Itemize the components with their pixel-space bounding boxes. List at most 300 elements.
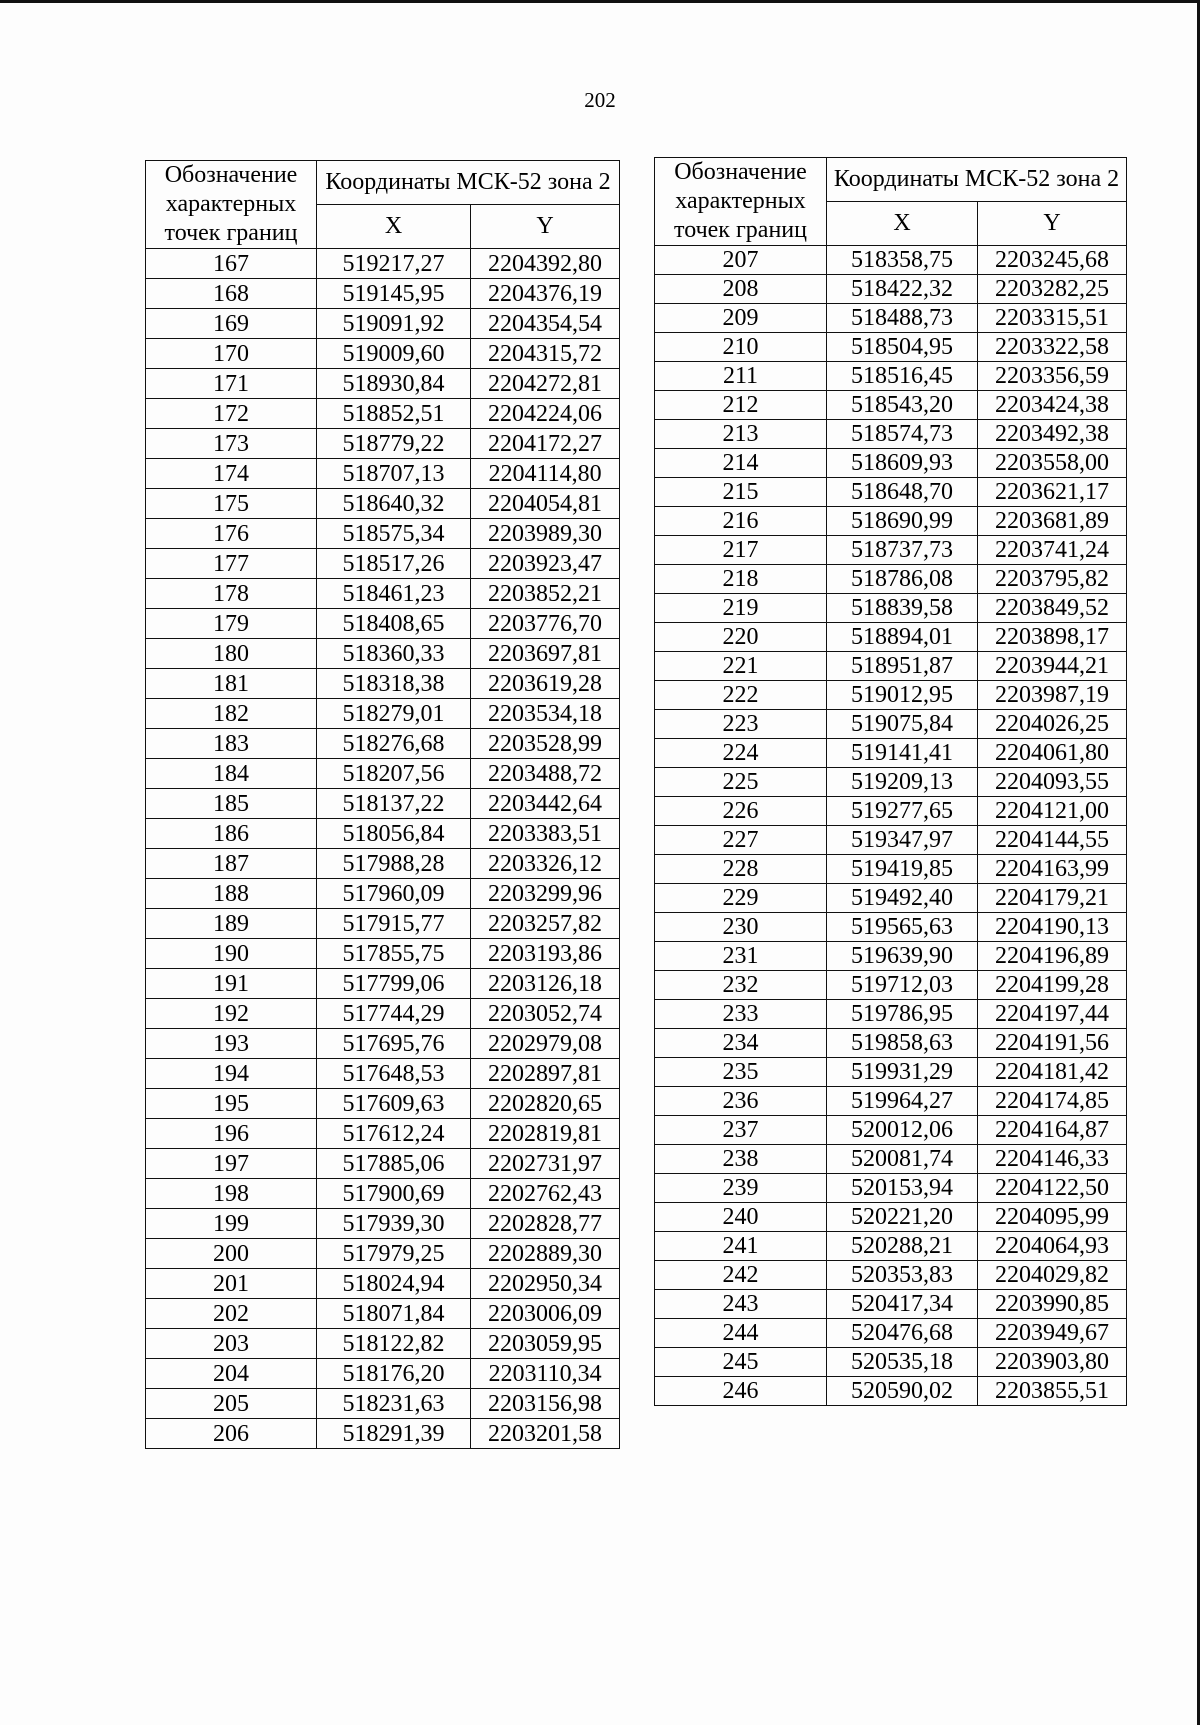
point-id-cell: 201 (146, 1269, 317, 1299)
point-id-cell: 209 (655, 304, 827, 333)
x-coordinate-cell: 517609,63 (317, 1089, 471, 1119)
table-row (655, 797, 1127, 826)
point-id-cell: 245 (655, 1348, 827, 1377)
point-id-cell: 199 (146, 1209, 317, 1239)
x-coordinate-cell: 520153,94 (827, 1174, 978, 1203)
x-coordinate-cell: 520476,68 (827, 1319, 978, 1348)
y-coordinate-cell: 2204197,44 (978, 1000, 1127, 1029)
y-coordinate-cell: 2203849,52 (978, 594, 1127, 623)
point-id-cell: 186 (146, 819, 317, 849)
y-coordinate-cell: 2203326,12 (471, 849, 620, 879)
y-coordinate-cell: 2203006,09 (471, 1299, 620, 1329)
y-coordinate-cell: 2203681,89 (978, 507, 1127, 536)
table-row (655, 449, 1127, 478)
table-row (146, 1419, 620, 1449)
point-id-cell: 203 (146, 1329, 317, 1359)
point-id-cell: 242 (655, 1261, 827, 1290)
table-row (655, 275, 1127, 304)
point-id-cell: 227 (655, 826, 827, 855)
point-id-cell: 221 (655, 652, 827, 681)
x-coordinate-cell: 518276,68 (317, 729, 471, 759)
x-coordinate-cell: 517939,30 (317, 1209, 471, 1239)
y-coordinate-cell: 2204376,19 (471, 279, 620, 309)
point-id-cell: 184 (146, 759, 317, 789)
y-coordinate-cell: 2204144,55 (978, 826, 1127, 855)
y-coordinate-cell: 2203855,51 (978, 1377, 1127, 1406)
x-coordinate-cell: 518517,26 (317, 549, 471, 579)
x-coordinate-cell: 517695,76 (317, 1029, 471, 1059)
point-id-cell: 219 (655, 594, 827, 623)
point-id-cell: 217 (655, 536, 827, 565)
table-row (655, 623, 1127, 652)
y-coordinate-cell: 2204061,80 (978, 739, 1127, 768)
x-coordinate-cell: 519712,03 (827, 971, 978, 1000)
x-coordinate-cell: 518318,38 (317, 669, 471, 699)
point-id-cell: 210 (655, 333, 827, 362)
table-row (146, 699, 620, 729)
point-id-cell: 180 (146, 639, 317, 669)
x-coordinate-cell: 518461,23 (317, 579, 471, 609)
x-coordinate-cell: 519091,92 (317, 309, 471, 339)
x-coordinate-cell: 518852,51 (317, 399, 471, 429)
y-coordinate-cell: 2202979,08 (471, 1029, 620, 1059)
point-id-cell: 213 (655, 420, 827, 449)
y-coordinate-cell: 2204174,85 (978, 1087, 1127, 1116)
x-coordinate-cell: 517988,28 (317, 849, 471, 879)
y-coordinate-cell: 2203299,96 (471, 879, 620, 909)
table-row (655, 1145, 1127, 1174)
y-coordinate-cell: 2203110,34 (471, 1359, 620, 1389)
table-row (655, 652, 1127, 681)
table-row (655, 333, 1127, 362)
point-id-cell: 169 (146, 309, 317, 339)
point-id-cell: 244 (655, 1319, 827, 1348)
x-coordinate-cell: 517648,53 (317, 1059, 471, 1089)
y-coordinate-cell: 2204224,06 (471, 399, 620, 429)
point-id-cell: 223 (655, 710, 827, 739)
x-coordinate-cell: 518358,75 (827, 246, 978, 275)
table-row (146, 1149, 620, 1179)
x-coordinate-cell: 518640,32 (317, 489, 471, 519)
y-coordinate-cell: 2203619,28 (471, 669, 620, 699)
y-coordinate-cell: 2203201,58 (471, 1419, 620, 1449)
y-coordinate-cell: 2204054,81 (471, 489, 620, 519)
point-id-cell: 197 (146, 1149, 317, 1179)
point-id-cell: 236 (655, 1087, 827, 1116)
table-row (655, 1058, 1127, 1087)
table-row (655, 739, 1127, 768)
y-coordinate-cell: 2203356,59 (978, 362, 1127, 391)
x-coordinate-cell: 519075,84 (827, 710, 978, 739)
table-row (655, 362, 1127, 391)
point-id-cell: 206 (146, 1419, 317, 1449)
point-id-cell: 193 (146, 1029, 317, 1059)
point-id-cell: 179 (146, 609, 317, 639)
table-row (655, 710, 1127, 739)
x-coordinate-cell: 518707,13 (317, 459, 471, 489)
table-row (655, 594, 1127, 623)
table-row (146, 1209, 620, 1239)
point-id-cell: 188 (146, 879, 317, 909)
x-coordinate-cell: 518207,56 (317, 759, 471, 789)
point-id-cell: 212 (655, 391, 827, 420)
y-coordinate-cell: 2204122,50 (978, 1174, 1127, 1203)
x-coordinate-cell: 520081,74 (827, 1145, 978, 1174)
point-id-cell: 231 (655, 942, 827, 971)
point-id-cell: 243 (655, 1290, 827, 1319)
table-row (146, 339, 620, 369)
point-id-cell: 222 (655, 681, 827, 710)
x-coordinate-cell: 517915,77 (317, 909, 471, 939)
point-id-cell: 181 (146, 669, 317, 699)
point-id-cell: 207 (655, 246, 827, 275)
point-id-cell: 183 (146, 729, 317, 759)
table-row (146, 1239, 620, 1269)
y-coordinate-cell: 2203492,38 (978, 420, 1127, 449)
y-coordinate-cell: 2202950,34 (471, 1269, 620, 1299)
coordinates-table-right (654, 157, 1127, 1406)
point-id-cell: 234 (655, 1029, 827, 1058)
y-coordinate-cell: 2203052,74 (471, 999, 620, 1029)
x-coordinate-cell: 519009,60 (317, 339, 471, 369)
y-coordinate-cell: 2203776,70 (471, 609, 620, 639)
x-coordinate-cell: 519277,65 (827, 797, 978, 826)
table-row (655, 681, 1127, 710)
point-id-cell: 220 (655, 623, 827, 652)
point-id-cell: 218 (655, 565, 827, 594)
table-row (146, 669, 620, 699)
x-coordinate-cell: 518071,84 (317, 1299, 471, 1329)
y-coordinate-cell: 2204064,93 (978, 1232, 1127, 1261)
point-id-cell: 167 (146, 249, 317, 279)
x-coordinate-cell: 519347,97 (827, 826, 978, 855)
point-id-cell: 238 (655, 1145, 827, 1174)
y-coordinate-cell: 2203315,51 (978, 304, 1127, 333)
x-coordinate-cell: 519492,40 (827, 884, 978, 913)
table-row (146, 819, 620, 849)
x-coordinate-cell: 518024,94 (317, 1269, 471, 1299)
y-coordinate-cell: 2203795,82 (978, 565, 1127, 594)
table-row (655, 768, 1127, 797)
table-row (146, 399, 620, 429)
y-coordinate-cell: 2204164,87 (978, 1116, 1127, 1145)
x-coordinate-cell: 520590,02 (827, 1377, 978, 1406)
point-id-cell: 232 (655, 971, 827, 1000)
table-row (146, 1029, 620, 1059)
table-row (146, 1059, 620, 1089)
y-coordinate-cell: 2202819,81 (471, 1119, 620, 1149)
x-coordinate-cell: 518516,45 (827, 362, 978, 391)
table-row (146, 1299, 620, 1329)
table-row (146, 1119, 620, 1149)
point-id-cell: 211 (655, 362, 827, 391)
y-coordinate-cell: 2203903,80 (978, 1348, 1127, 1377)
x-coordinate-cell: 518231,63 (317, 1389, 471, 1419)
table-row (146, 279, 620, 309)
y-coordinate-cell: 2204095,99 (978, 1203, 1127, 1232)
designation-header: Обозначение характерных точек границ (655, 158, 827, 246)
table-row (146, 1359, 620, 1389)
y-coordinate-cell: 2203949,67 (978, 1319, 1127, 1348)
y-coordinate-cell: 2203282,25 (978, 275, 1127, 304)
point-id-cell: 190 (146, 939, 317, 969)
x-coordinate-cell: 520221,20 (827, 1203, 978, 1232)
y-coordinate-cell: 2203852,21 (471, 579, 620, 609)
table-row (655, 1029, 1127, 1058)
table-row (655, 1116, 1127, 1145)
point-id-cell: 177 (146, 549, 317, 579)
coords-header: Координаты МСК-52 зона 2 (827, 158, 1127, 202)
y-coordinate-cell: 2204146,33 (978, 1145, 1127, 1174)
y-coordinate-cell: 2203534,18 (471, 699, 620, 729)
x-coordinate-cell: 520535,18 (827, 1348, 978, 1377)
y-coordinate-cell: 2204163,99 (978, 855, 1127, 884)
table-row (146, 459, 620, 489)
table-row (655, 942, 1127, 971)
y-coordinate-cell: 2203697,81 (471, 639, 620, 669)
point-id-cell: 187 (146, 849, 317, 879)
table-row (655, 1174, 1127, 1203)
table-row (146, 519, 620, 549)
point-id-cell: 194 (146, 1059, 317, 1089)
y-coordinate-cell: 2203424,38 (978, 391, 1127, 420)
table-row (655, 884, 1127, 913)
table-row (146, 759, 620, 789)
y-coordinate-cell: 2204093,55 (978, 768, 1127, 797)
y-coordinate-cell: 2204181,42 (978, 1058, 1127, 1087)
point-id-cell: 235 (655, 1058, 827, 1087)
point-id-cell: 233 (655, 1000, 827, 1029)
y-coordinate-cell: 2204026,25 (978, 710, 1127, 739)
y-coordinate-cell: 2202762,43 (471, 1179, 620, 1209)
point-id-cell: 225 (655, 768, 827, 797)
x-coordinate-cell: 519786,95 (827, 1000, 978, 1029)
point-id-cell: 198 (146, 1179, 317, 1209)
table-row (655, 536, 1127, 565)
x-coordinate-cell: 518291,39 (317, 1419, 471, 1449)
point-id-cell: 215 (655, 478, 827, 507)
x-coordinate-cell: 519145,95 (317, 279, 471, 309)
point-id-cell: 246 (655, 1377, 827, 1406)
x-coordinate-cell: 520288,21 (827, 1232, 978, 1261)
y-coordinate-cell: 2202820,65 (471, 1089, 620, 1119)
y-coordinate-cell: 2203193,86 (471, 939, 620, 969)
x-coordinate-cell: 518543,20 (827, 391, 978, 420)
point-id-cell: 230 (655, 913, 827, 942)
point-id-cell: 189 (146, 909, 317, 939)
table-row (146, 969, 620, 999)
point-id-cell: 185 (146, 789, 317, 819)
x-coordinate-cell: 519858,63 (827, 1029, 978, 1058)
point-id-cell: 240 (655, 1203, 827, 1232)
x-coordinate-cell: 518574,73 (827, 420, 978, 449)
point-id-cell: 171 (146, 369, 317, 399)
point-id-cell: 239 (655, 1174, 827, 1203)
y-coordinate-cell: 2204315,72 (471, 339, 620, 369)
y-coordinate-cell: 2203528,99 (471, 729, 620, 759)
table-row (146, 999, 620, 1029)
y-coordinate-cell: 2203944,21 (978, 652, 1127, 681)
y-coordinate-cell: 2203898,17 (978, 623, 1127, 652)
table-row (146, 1269, 620, 1299)
table-row (146, 609, 620, 639)
table-row (146, 1389, 620, 1419)
x-coordinate-cell: 518894,01 (827, 623, 978, 652)
table-row (146, 729, 620, 759)
table-row (146, 1179, 620, 1209)
point-id-cell: 216 (655, 507, 827, 536)
x-coordinate-cell: 517744,29 (317, 999, 471, 1029)
table-row (146, 429, 620, 459)
y-coordinate-cell: 2204191,56 (978, 1029, 1127, 1058)
table-row (146, 1329, 620, 1359)
x-coordinate-cell: 518648,70 (827, 478, 978, 507)
table-row (655, 1232, 1127, 1261)
x-coordinate-cell: 517855,75 (317, 939, 471, 969)
designation-header: Обозначение характерных точек границ (146, 161, 317, 249)
table-row (146, 939, 620, 969)
x-coordinate-cell: 518951,87 (827, 652, 978, 681)
table-row (146, 1089, 620, 1119)
table-row (655, 1087, 1127, 1116)
point-id-cell: 224 (655, 739, 827, 768)
x-coordinate-cell: 519931,29 (827, 1058, 978, 1087)
x-coordinate-cell: 519419,85 (827, 855, 978, 884)
point-id-cell: 226 (655, 797, 827, 826)
x-coordinate-cell: 518122,82 (317, 1329, 471, 1359)
x-coordinate-cell: 517885,06 (317, 1149, 471, 1179)
y-coordinate-cell: 2202828,77 (471, 1209, 620, 1239)
y-coordinate-cell: 2204114,80 (471, 459, 620, 489)
table-row (655, 507, 1127, 536)
x-coordinate-cell: 518609,93 (827, 449, 978, 478)
table-row (655, 478, 1127, 507)
x-coordinate-cell: 518690,99 (827, 507, 978, 536)
point-id-cell: 196 (146, 1119, 317, 1149)
point-id-cell: 241 (655, 1232, 827, 1261)
table-row (146, 639, 620, 669)
table-row (146, 369, 620, 399)
table-row (146, 249, 620, 279)
x-coordinate-cell: 520353,83 (827, 1261, 978, 1290)
table-row (655, 855, 1127, 884)
y-coordinate-cell: 2202731,97 (471, 1149, 620, 1179)
y-coordinate-cell: 2203442,64 (471, 789, 620, 819)
y-coordinate-cell: 2203156,98 (471, 1389, 620, 1419)
point-id-cell: 229 (655, 884, 827, 913)
table-row (146, 909, 620, 939)
point-id-cell: 173 (146, 429, 317, 459)
point-id-cell: 200 (146, 1239, 317, 1269)
x-coordinate-cell: 520417,34 (827, 1290, 978, 1319)
x-coordinate-cell: 520012,06 (827, 1116, 978, 1145)
y-coordinate-cell: 2204172,27 (471, 429, 620, 459)
x-coordinate-cell: 518137,22 (317, 789, 471, 819)
y-coordinate-cell: 2203059,95 (471, 1329, 620, 1359)
table-row (655, 1290, 1127, 1319)
y-coordinate-cell: 2203383,51 (471, 819, 620, 849)
x-coordinate-cell: 517900,69 (317, 1179, 471, 1209)
table-row (655, 304, 1127, 333)
y-coordinate-cell: 2203989,30 (471, 519, 620, 549)
y-coordinate-cell: 2203245,68 (978, 246, 1127, 275)
point-id-cell: 237 (655, 1116, 827, 1145)
point-id-cell: 175 (146, 489, 317, 519)
y-coordinate-cell: 2202889,30 (471, 1239, 620, 1269)
x-coordinate-cell: 519639,90 (827, 942, 978, 971)
y-coordinate-cell: 2204272,81 (471, 369, 620, 399)
table-row (655, 565, 1127, 594)
x-coordinate-cell: 518839,58 (827, 594, 978, 623)
x-coordinate-cell: 519217,27 (317, 249, 471, 279)
y-header: Y (978, 202, 1127, 246)
x-coordinate-cell: 519964,27 (827, 1087, 978, 1116)
y-coordinate-cell: 2203558,00 (978, 449, 1127, 478)
table-row (146, 549, 620, 579)
table-row (146, 489, 620, 519)
table-row (146, 789, 620, 819)
x-coordinate-cell: 518176,20 (317, 1359, 471, 1389)
table-row (146, 309, 620, 339)
x-coordinate-cell: 519209,13 (827, 768, 978, 797)
y-coordinate-cell: 2202897,81 (471, 1059, 620, 1089)
x-coordinate-cell: 519141,41 (827, 739, 978, 768)
x-coordinate-cell: 519565,63 (827, 913, 978, 942)
point-id-cell: 214 (655, 449, 827, 478)
x-coordinate-cell: 518779,22 (317, 429, 471, 459)
point-id-cell: 205 (146, 1389, 317, 1419)
point-id-cell: 172 (146, 399, 317, 429)
y-coordinate-cell: 2203488,72 (471, 759, 620, 789)
y-coordinate-cell: 2203126,18 (471, 969, 620, 999)
point-id-cell: 176 (146, 519, 317, 549)
x-coordinate-cell: 518422,32 (827, 275, 978, 304)
page-number: 202 (584, 88, 616, 112)
table-row (146, 579, 620, 609)
point-id-cell: 174 (146, 459, 317, 489)
table-row (655, 1319, 1127, 1348)
x-coordinate-cell: 518056,84 (317, 819, 471, 849)
x-header: X (317, 205, 471, 249)
table-row (655, 391, 1127, 420)
x-coordinate-cell: 518575,34 (317, 519, 471, 549)
y-coordinate-cell: 2204029,82 (978, 1261, 1127, 1290)
x-coordinate-cell: 518408,65 (317, 609, 471, 639)
table-row (146, 849, 620, 879)
y-coordinate-cell: 2204199,28 (978, 971, 1127, 1000)
page-border-top (0, 0, 1200, 3)
y-coordinate-cell: 2204179,21 (978, 884, 1127, 913)
y-coordinate-cell: 2204354,54 (471, 309, 620, 339)
table-row (655, 1348, 1127, 1377)
table-row (655, 1000, 1127, 1029)
coords-header: Координаты МСК-52 зона 2 (317, 161, 620, 205)
x-coordinate-cell: 517979,25 (317, 1239, 471, 1269)
table-row (146, 879, 620, 909)
table-row (655, 971, 1127, 1000)
coordinates-table-left (145, 160, 620, 1449)
point-id-cell: 191 (146, 969, 317, 999)
x-coordinate-cell: 518488,73 (827, 304, 978, 333)
y-coordinate-cell: 2203990,85 (978, 1290, 1127, 1319)
point-id-cell: 192 (146, 999, 317, 1029)
x-coordinate-cell: 518786,08 (827, 565, 978, 594)
table-row (655, 826, 1127, 855)
point-id-cell: 178 (146, 579, 317, 609)
y-coordinate-cell: 2203621,17 (978, 478, 1127, 507)
table-row (655, 246, 1127, 275)
point-id-cell: 228 (655, 855, 827, 884)
